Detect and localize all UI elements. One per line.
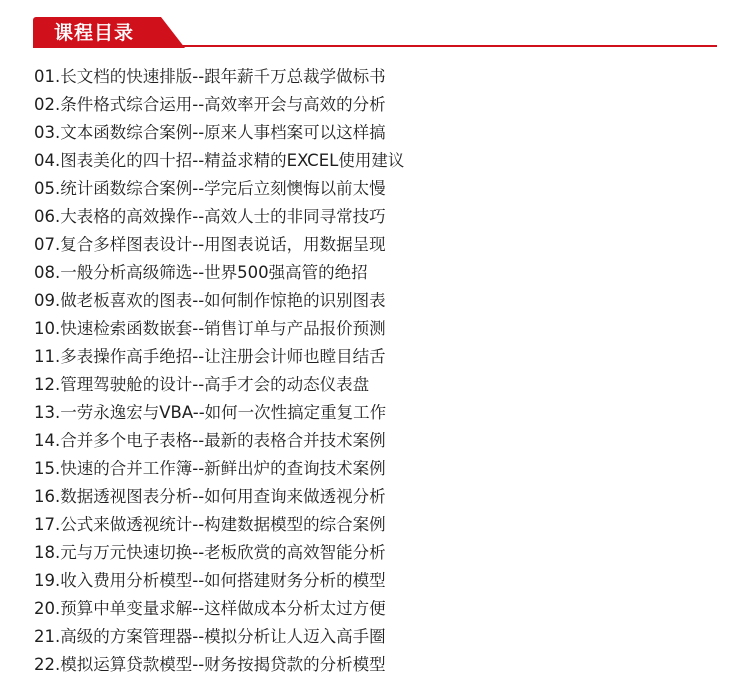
course-list — [34, 63, 404, 679]
header-underline — [33, 45, 717, 47]
course-item: 17.公式来做透视统计--构建数据模型的综合案例 — [34, 515, 386, 534]
course-item: 09.做老板喜欢的图表--如何制作惊艳的识别图表 — [34, 291, 386, 310]
course-item: 05.统计函数综合案例--学完后立刻懊悔以前太慢 — [34, 179, 386, 198]
course-item: 16.数据透视图表分析--如何用查询来做透视分析 — [34, 487, 386, 506]
course-item: 13.一劳永逸宏与VBA--如何一次性搞定重复工作 — [34, 403, 387, 422]
course-item: 08.一般分析高级筛选--世界500强高管的绝招 — [34, 263, 368, 282]
course-item: 15.快速的合并工作簿--新鲜出炉的查询技术案例 — [34, 459, 386, 478]
section-header — [33, 17, 717, 48]
course-item: 12.管理驾驶舱的设计--高手才会的动态仪表盘 — [34, 375, 370, 394]
course-item: 11.多表操作高手绝招--让注册会计师也瞠目结舌 — [34, 347, 386, 366]
course-item: 01.长文档的快速排版--跟年薪千万总裁学做标书 — [34, 67, 386, 86]
course-item: 18.元与万元快速切换--老板欣赏的高效智能分析 — [34, 543, 386, 562]
course-item: 20.预算中单变量求解--这样做成本分析太过方便 — [34, 599, 386, 618]
course-item: 22.模拟运算贷款模型--财务按揭贷款的分析模型 — [34, 655, 386, 674]
course-item: 06.大表格的高效操作--高效人士的非同寻常技巧 — [34, 207, 386, 226]
course-item: 14.合并多个电子表格--最新的表格合并技术案例 — [34, 431, 386, 450]
course-item: 02.条件格式综合运用--高效率开会与高效的分析 — [34, 95, 386, 114]
course-item: 07.复合多样图表设计--用图表说话，用数据呈现 — [34, 235, 386, 254]
course-item: 10.快速检索函数嵌套--销售订单与产品报价预测 — [34, 319, 386, 338]
course-item: 04.图表美化的四十招--精益求精的EXCEL使用建议 — [34, 151, 405, 170]
course-item: 03.文本函数综合案例--原来人事档案可以这样搞 — [34, 123, 386, 142]
course-item: 21.高级的方案管理器--模拟分析让人迈入高手圈 — [34, 627, 386, 646]
course-item: 19.收入费用分析模型--如何搭建财务分析的模型 — [34, 571, 386, 590]
section-title: 课程目录 — [54, 22, 135, 44]
